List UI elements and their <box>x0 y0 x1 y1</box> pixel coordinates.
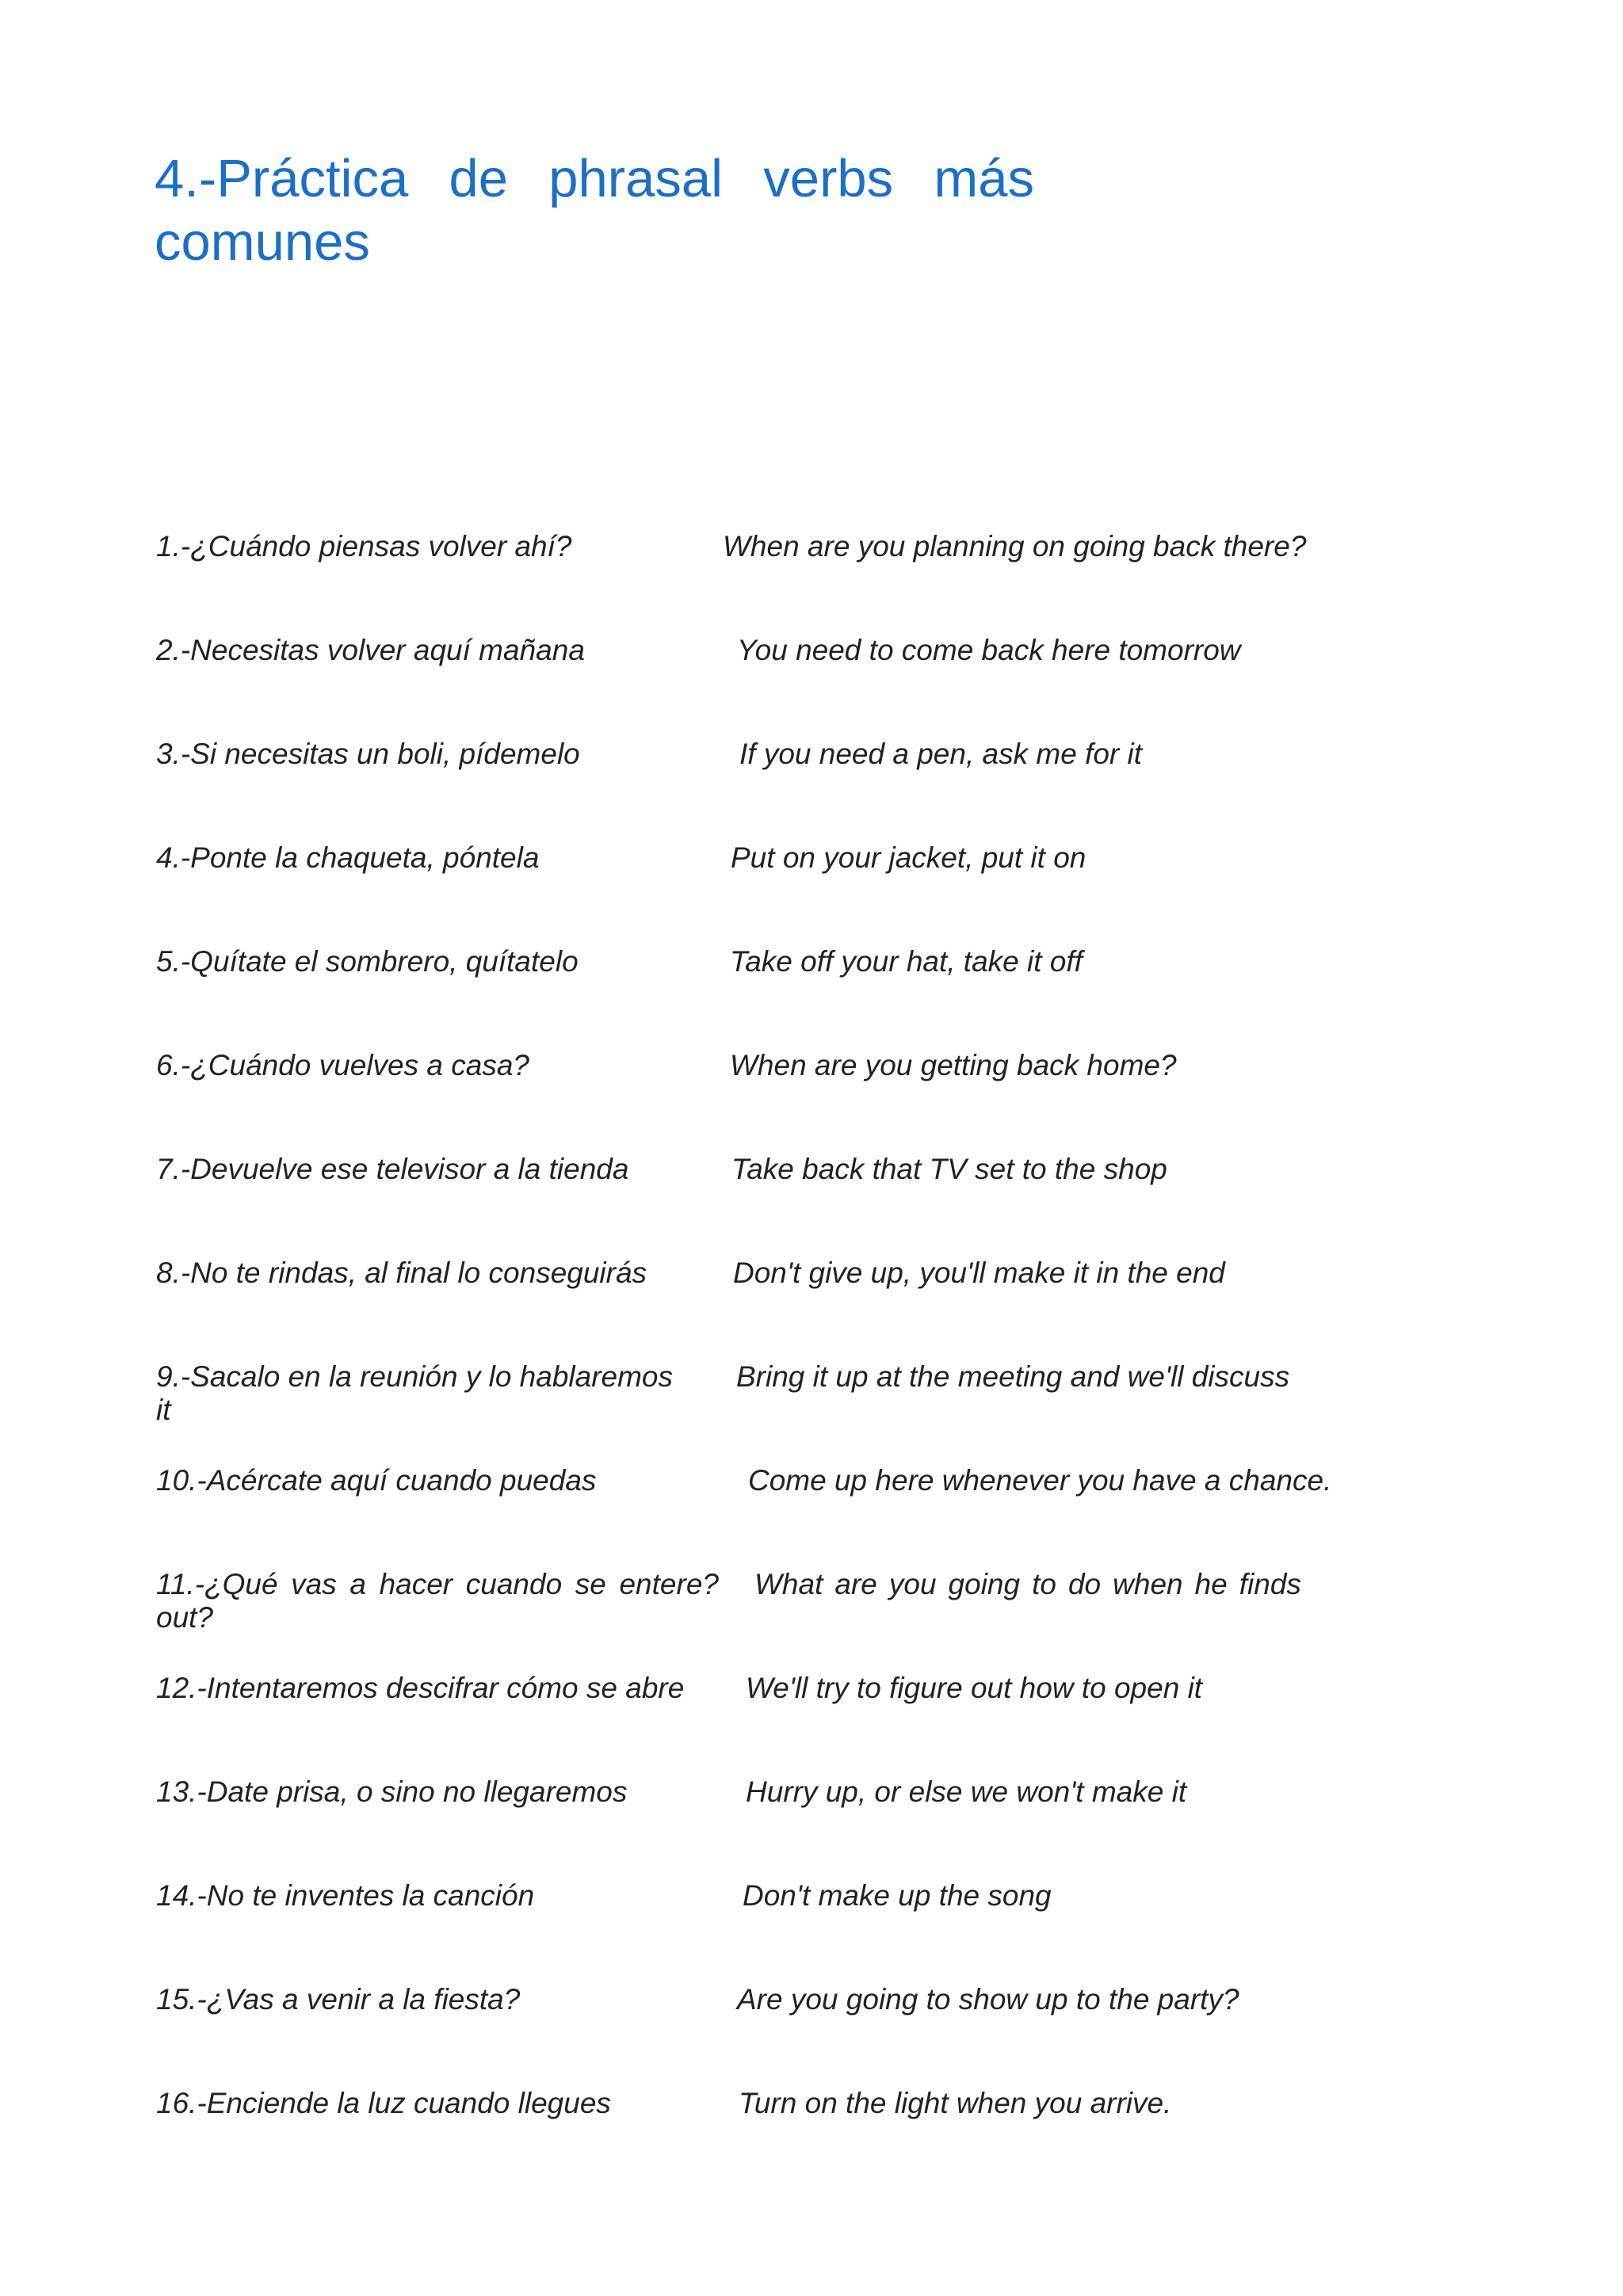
word: 11.-¿Qué <box>156 1568 278 1600</box>
english-translation: Bring it up at the meeting and we'll discuss <box>736 1360 1290 1393</box>
wrapped-continuation: it <box>156 1394 171 1426</box>
spanish-phrase: 6.-¿Cuándo vuelves a casa? <box>156 1049 529 1081</box>
english-translation: Don't give up, you'll make it in the end <box>733 1257 1225 1289</box>
phrase-row-13 <box>0 1775 1623 1838</box>
phrase-row-8 <box>0 1256 1623 1319</box>
english-translation: You need to come back here tomorrow <box>737 634 1241 666</box>
english-translation: When are you planning on going back there? <box>723 530 1307 563</box>
spanish-phrase: 4.-Ponte la chaqueta, póntela <box>156 841 540 874</box>
english-translation: Take back that TV set to the shop <box>731 1153 1167 1185</box>
spanish-phrase: 8.-No te rindas, al final lo conseguirás <box>156 1257 647 1289</box>
phrase-row-7 <box>0 1152 1623 1215</box>
word: he <box>1194 1568 1228 1600</box>
english-translation <box>754 1567 1301 1602</box>
english-translation: Take off your hat, take it off <box>730 945 1083 978</box>
spanish-phrase: 10.-Acércate aquí cuando puedas <box>156 1464 597 1497</box>
english-translation: We'll try to figure out how to open it <box>746 1672 1203 1704</box>
phrase-row-5 <box>0 944 1623 1008</box>
word: hacer <box>379 1568 453 1600</box>
spanish-phrase: 13.-Date prisa, o sino no llegaremos <box>156 1775 628 1808</box>
spanish-phrase: 9.-Sacalo en la reunión y lo hablaremos <box>156 1360 673 1393</box>
spanish-phrase: 1.-¿Cuándo piensas volver ahí? <box>156 530 572 563</box>
english-translation: Hurry up, or else we won't make it <box>746 1775 1187 1808</box>
phrase-row-12 <box>0 1671 1623 1734</box>
word: What <box>754 1568 823 1600</box>
english-translation: If you need a pen, ask me for it <box>739 738 1143 770</box>
phrase-row-15 <box>0 1982 1623 2046</box>
spanish-phrase: 5.-Quítate el sombrero, quítatelo <box>156 945 579 978</box>
word: cuando <box>465 1568 563 1600</box>
word: you <box>888 1568 937 1600</box>
spanish-phrase: 7.-Devuelve ese televisor a la tienda <box>156 1153 629 1185</box>
phrase-row-4 <box>0 841 1623 904</box>
wrapped-continuation: out? <box>156 1601 214 1634</box>
english-translation: Are you going to show up to the party? <box>737 1983 1239 2016</box>
phrase-row-6 <box>0 1048 1623 1112</box>
spanish-phrase: 14.-No te inventes la canción <box>156 1879 535 1912</box>
word: to <box>1032 1568 1056 1600</box>
phrase-row-16 <box>0 2086 1623 2149</box>
word: entere? <box>619 1568 719 1600</box>
spanish-phrase: 3.-Si necesitas un boli, pídemelo <box>156 738 580 770</box>
english-translation: Don't make up the song <box>743 1879 1052 1912</box>
phrase-row-10 <box>0 1463 1623 1527</box>
word: going <box>948 1568 1021 1600</box>
english-translation: When are you getting back home? <box>730 1049 1177 1081</box>
english-translation: Put on your jacket, put it on <box>731 841 1086 874</box>
english-translation: Come up here whenever you have a chance. <box>748 1464 1332 1497</box>
word: are <box>834 1568 877 1600</box>
phrase-row-2 <box>0 633 1623 696</box>
word: vas <box>291 1568 337 1600</box>
phrase-row-14 <box>0 1878 1623 1942</box>
word: finds <box>1239 1568 1301 1600</box>
spanish-phrase: 2.-Necesitas volver aquí mañana <box>156 634 585 666</box>
english-translation: Turn on the light when you arrive. <box>739 2087 1172 2119</box>
word: se <box>575 1568 606 1600</box>
phrase-row-1 <box>0 529 1623 593</box>
spanish-phrase: 12.-Intentaremos descifrar cómo se abre <box>156 1672 685 1704</box>
word: do <box>1067 1568 1102 1600</box>
phrase-row-3 <box>0 737 1623 800</box>
spanish-phrase <box>156 1567 719 1602</box>
phrase-row-9 <box>0 1360 1623 1426</box>
word: a <box>349 1568 366 1600</box>
page-title: 4.-Práctica de phrasal verbs más comunes <box>155 149 1034 272</box>
spanish-phrase: 15.-¿Vas a venir a la fiesta? <box>156 1983 521 2016</box>
spanish-phrase: 16.-Enciende la luz cuando llegues <box>156 2087 611 2119</box>
word: when <box>1113 1568 1183 1600</box>
phrase-row-11 <box>0 1567 1623 1634</box>
